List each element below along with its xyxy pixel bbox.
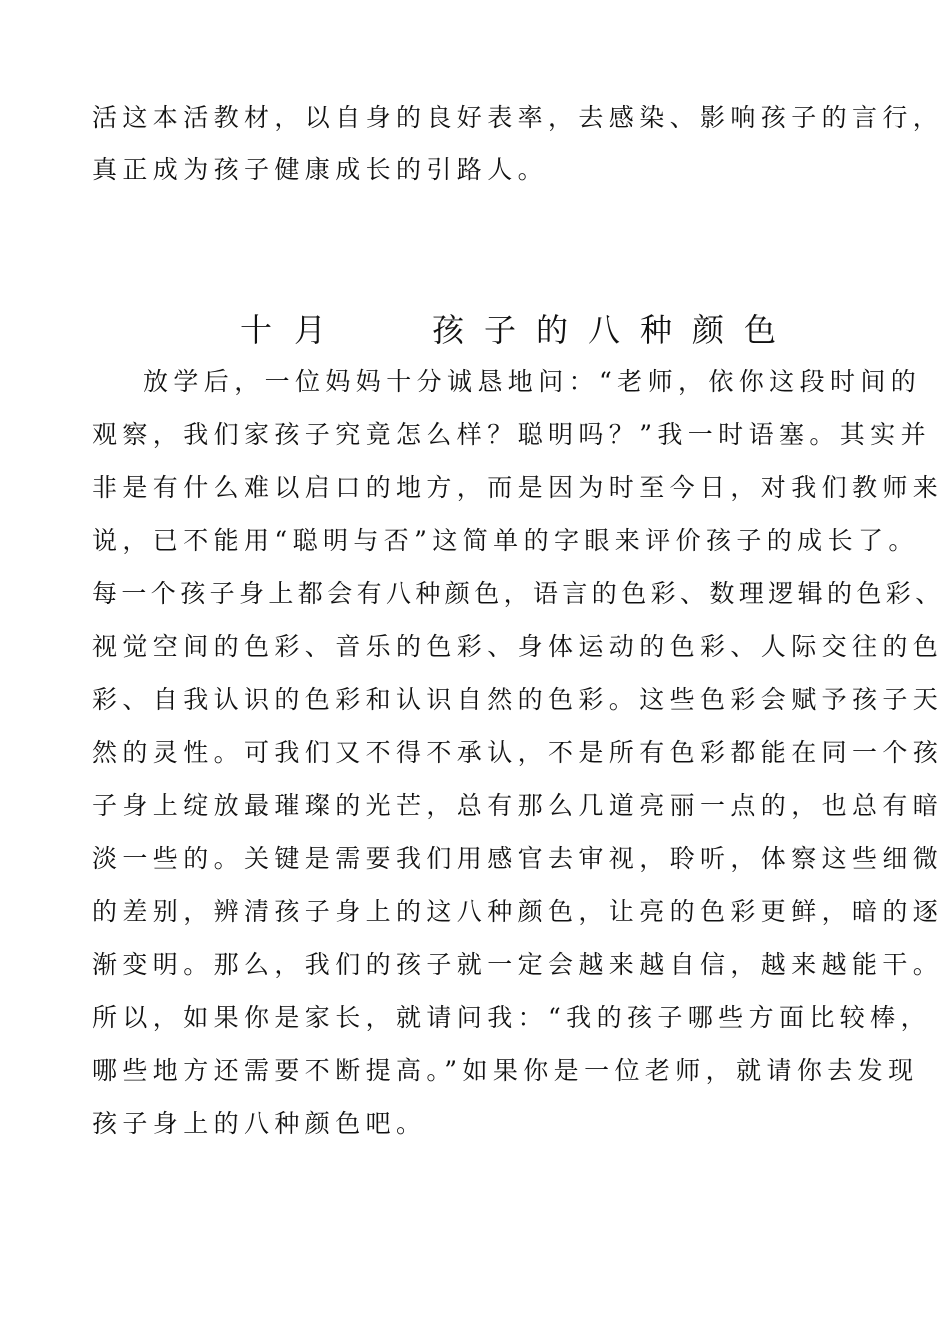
section-heading-month: 十月 xyxy=(240,311,349,349)
body-line-4: 说，已不能用“聪明与否”这简单的字眼来评价孩子的成长了。 xyxy=(92,526,919,555)
intro-line-1: 活这本活教材，以自身的良好表率，去感染、影响孩子的言行， xyxy=(92,103,944,132)
body-line-7: 彩、自我认识的色彩和认识自然的色彩。这些色彩会赋予孩子天 xyxy=(92,685,944,714)
body-line-5: 每一个孩子身上都会有八种颜色，语言的色彩、数理逻辑的色彩、 xyxy=(92,579,945,608)
body-line-1: 放学后，一位妈妈十分诚恳地问：“老师，依你这段时间的 xyxy=(143,367,922,396)
body-line-12: 渐变明。那么，我们的孩子就一定会越来越自信，越来越能干。 xyxy=(92,950,944,979)
body-line-10: 淡一些的。关键是需要我们用感官去审视，聆听，体察这些细微 xyxy=(92,844,944,873)
intro-line-2: 真正成为孩子健康成长的引路人。 xyxy=(92,155,549,184)
body-line-11: 的差别，辨清孩子身上的这八种颜色，让亮的色彩更鲜，暗的逐 xyxy=(92,897,944,926)
section-heading-title: 孩子的八种颜色 xyxy=(432,311,797,349)
body-line-15: 孩子身上的八种颜色吧。 xyxy=(92,1109,427,1138)
body-line-13: 所以，如果你是家长，就请问我：“我的孩子哪些方面比较棒， xyxy=(92,1003,931,1032)
body-line-6: 视觉空间的色彩、音乐的色彩、身体运动的色彩、人际交往的色 xyxy=(92,632,944,661)
body-line-2: 观察，我们家孩子究竟怎么样？聪明吗？”我一时语塞。其实并 xyxy=(92,420,931,449)
body-line-14: 哪些地方还需要不断提高。”如果你是一位老师，就请你去发现 xyxy=(92,1056,919,1085)
body-line-9: 子身上绽放最璀璨的光芒，总有那么几道亮丽一点的，也总有暗 xyxy=(92,791,944,820)
body-line-3: 非是有什么难以启口的地方，而是因为时至今日，对我们教师来 xyxy=(92,473,944,502)
body-line-8: 然的灵性。可我们又不得不承认，不是所有色彩都能在同一个孩 xyxy=(92,738,944,767)
